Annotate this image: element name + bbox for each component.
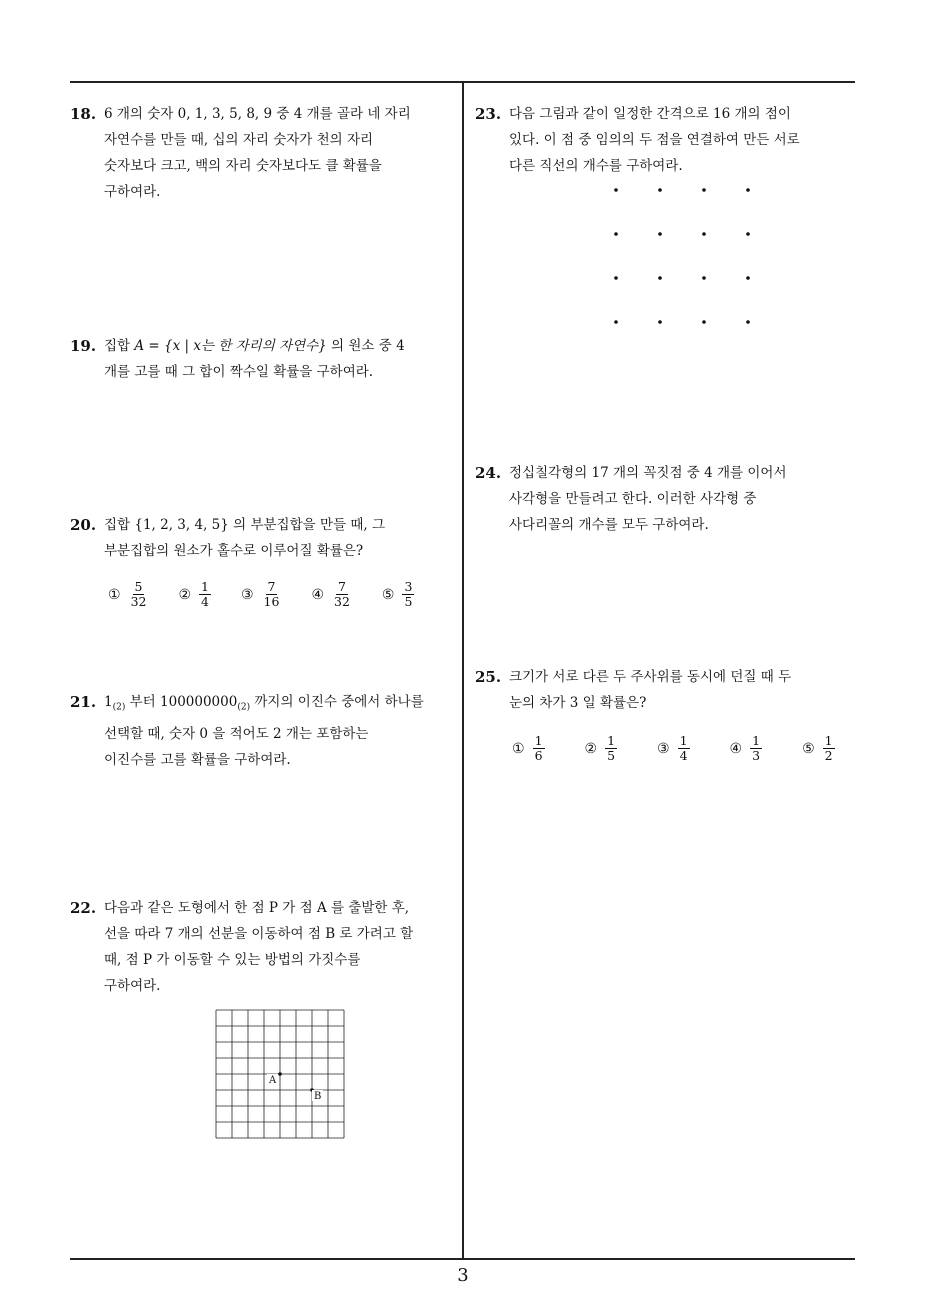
problem-number: 25. — [475, 668, 502, 686]
set-expression: A = {x | x는 한 자리의 자연수} — [134, 338, 327, 354]
text-prefix: 집합 — [104, 338, 135, 354]
problem-23 — [475, 101, 855, 179]
problem-text: 다음 그림과 같이 일정한 간격으로 16 개의 점이 있다. 이 점 중 임의의 두 점을 연결하여 만든 서로 다른 직선의 개수를 구하여라. — [509, 106, 800, 174]
problem-text: 정십칠각형의 17 개의 꼭짓점 중 4 개를 이어서 사각형을 만들려고 한다. 이러한 사각형 중 사다리꼴의 개수를 모두 구하여라. — [509, 465, 787, 533]
point-a-dot — [278, 1072, 282, 1076]
problem-text: 다음과 같은 도형에서 한 점 P 가 점 A 를 출발한 후, 선을 따라 7 개의 선분을 이동하여 점 B 로 가려고 할 때, 점 P 가 이동할 수 있는 방법의 가짓수를 구하여라. — [104, 900, 414, 994]
fraction: $\frac{3}{5}$ — [404, 579, 413, 609]
problem-text: 크기가 서로 다른 두 주사위를 동시에 던질 때 두 눈의 차가 3 일 확률은? — [509, 669, 792, 711]
problem-number: 21. — [70, 693, 97, 711]
fraction: $\frac{1}{4}$ — [679, 733, 688, 763]
problem-19 — [70, 333, 460, 385]
fraction: $\frac{1}{5}$ — [607, 733, 616, 763]
fraction: $\frac{1}{3}$ — [752, 733, 761, 763]
problem-number: 18. — [70, 105, 97, 123]
choice-5[interactable]: ⑤ $\frac{1}{2}$ — [802, 733, 833, 763]
problem-20 — [70, 512, 460, 564]
choice-2[interactable]: ② $\frac{1}{5}$ — [584, 733, 616, 763]
problem-text: 집합 {1, 2, 3, 4, 5} 의 부분집합을 만들 때, 그 부분집합의 원소가 홀수로 이루어질 확률은? — [104, 517, 385, 559]
point-a-label: A — [269, 1075, 277, 1086]
problem-24 — [475, 460, 855, 538]
problem-number: 24. — [475, 464, 502, 482]
point-b-label: B — [314, 1091, 322, 1102]
choice-4[interactable]: ④ $\frac{7}{32}$ — [311, 579, 350, 609]
text-rest: 선택할 때, 숫자 0 을 적어도 2 개는 포함하는 이진수를 고를 확률을 구하여라. — [104, 725, 369, 768]
text-suffix: 의 원소 중 4 — [326, 338, 405, 354]
grid-figure — [214, 1008, 346, 1140]
fraction: $\frac{7}{32}$ — [334, 579, 350, 609]
problem-22 — [70, 895, 460, 999]
choice-5[interactable]: ⑤ $\frac{3}{5}$ — [381, 579, 413, 609]
answer-choices-20 — [108, 580, 414, 609]
problem-number: 22. — [70, 899, 97, 917]
column-divider — [462, 82, 464, 1258]
choice-3[interactable]: ③ $\frac{7}{16}$ — [240, 579, 280, 609]
problem-text: 6 개의 숫자 0, 1, 3, 5, 8, 9 중 4 개를 골라 네 자리 자연수를 만들 때, 십의 자리 숫자가 천의 자리 숫자보다 크고, 백의 자리 숫자보다도 클 확률을 구하여라. — [104, 106, 411, 200]
choice-1[interactable]: ① $\frac{5}{32}$ — [108, 579, 147, 609]
bottom-rule — [70, 1258, 855, 1260]
page-number: 3 — [457, 1265, 469, 1286]
choice-1[interactable]: ① $\frac{1}{6}$ — [512, 733, 543, 763]
fraction: $\frac{7}{16}$ — [263, 579, 280, 609]
fraction: $\frac{1}{6}$ — [534, 733, 543, 763]
problem-21 — [70, 689, 460, 773]
problem-number: 23. — [475, 105, 502, 123]
problem-text — [104, 333, 460, 385]
fraction: $\frac{1}{4}$ — [201, 579, 209, 609]
answer-choices-25 — [512, 734, 835, 763]
problem-number: 19. — [70, 337, 97, 355]
choice-4[interactable]: ④ $\frac{1}{3}$ — [729, 733, 761, 763]
binary-to: 100000000 — [160, 694, 238, 710]
fraction: $\frac{5}{32}$ — [130, 579, 147, 609]
problem-25 — [475, 664, 855, 716]
choice-3[interactable]: ③ $\frac{1}{4}$ — [657, 733, 688, 763]
problem-text: $1_{(2)}$ 부터 $100000000_{(2)}$ 까지의 이진수 중에서 하나를 선택할 때, 숫자 0 을 적어도 2 개는 포함하는 이진수를 고를 확률을 구하여라. — [104, 694, 424, 768]
problem-number: 20. — [70, 516, 97, 534]
problem-18 — [70, 101, 460, 205]
binary-from: 1 — [104, 694, 113, 710]
fraction: $\frac{1}{2}$ — [824, 733, 833, 763]
choice-2[interactable]: ② $\frac{1}{4}$ — [178, 579, 209, 609]
text-line-2: 개를 고를 때 그 합이 짝수일 확률을 구하여라. — [104, 364, 374, 380]
dot-grid-figure — [608, 182, 758, 332]
